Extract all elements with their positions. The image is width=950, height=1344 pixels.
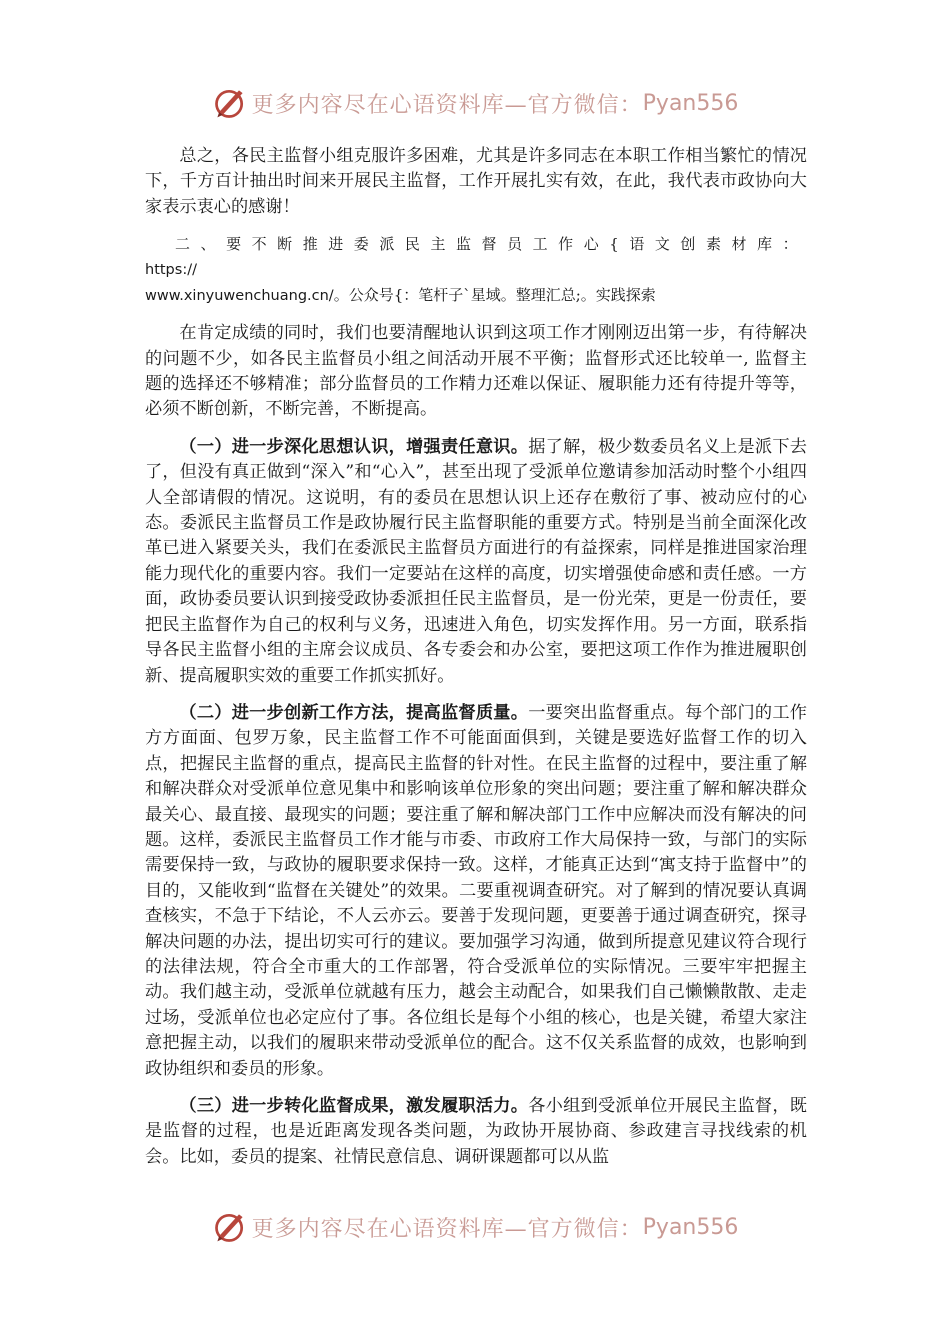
section-2-title: （二）进一步创新工作方法，提高监督质量。 (179, 702, 529, 723)
paragraph-problems: 在肯定成绩的同时，我们也要清醒地认识到这项工作才刚刚迈出第一步，有待解决的问题不少，如各民主监督员小组之间活动开展不平衡；监督形式还比较单一, 监督主题的选择还不够精准；部分监督员的工作精力还难以保证、履职能力还有待提升等等，必须不断创新，不断完善，不断提高。 (145, 323, 807, 420)
footer-watermark (0, 1207, 950, 1247)
heading-2-suffix: 。公众号{：笔杆子`星域。整理汇总;。实践探索 (333, 286, 656, 305)
pen-logo-icon (212, 1209, 248, 1245)
paragraph-section-2 (145, 701, 807, 1082)
section-2-body: 一要突出监督重点。每个部门的工作方方面面、包罗万象，民主监督工作不可能面面俱到，关键是要选好监督工作的切入点，把握民主监督的重点，提高民主监督的针对性。在民主监督的过程中，要注重了解和解决群众对受派单位意见集中和影响该单位形象的突出问题；要注重了解和解决群众最关心、最直接、最现实的问题；要注重了解和解决部门工作中应解决而没有解决的问题。这样，委派民主监督员工作才能与市委、市政府工作大局保持一致，与部门的实际需要保持一致，与政协的履职要求保持一致。这样，才能真正达到“寓支持于监督中”的目的，又能收到“监督在关键处”的效果。二要重视调查研究。对了解到的情况要认真调查核实，不急于下结论，不人云亦云。要善于发现问题，更要善于通过调查研究，探寻解决问题的办法，提出切实可行的建议。要加强学习沟通，做到所提意见建议符合现行的法律法规，符合全市重大的工作部署，符合受派单位的实际情况。三要牢牢把握主动。我们越主动，受派单位就越有压力，越会主动配合，如果我们自己懒懒散散、走走过场，受派单位也必定应付了事。各位组长是每个小组的核心，也是关键，希望大家注意把握主动，以我们的履职来带动受派单位的配合。这不仅关系监督的成效，也影响到政协组织和委员的形象。 (145, 702, 807, 1079)
watermark-wechat-id: Pyan556 (642, 90, 739, 116)
section-heading-2 (145, 232, 807, 309)
document-body (145, 144, 807, 1170)
pen-logo-icon (212, 85, 248, 121)
heading-2-url-part2: www.xinyuwenchuang.cn/ (145, 288, 334, 305)
paragraph-section-3 (145, 1094, 807, 1170)
heading-2-url-part1: https:// (145, 262, 197, 279)
section-1-title: （一）进一步深化思想认识，增强责任意识。 (179, 436, 529, 457)
watermark-text: 更多内容尽在心语资料库—官方微信： (251, 1216, 643, 1242)
section-3-body: 各小组到受派单位开展民主监督，既是监督的过程，也是近距离发现各类问题，为政协开展协商、参政建言寻找线索的机会。比如，委员的提案、社情民意信息、调研课题都可以从监 (145, 1096, 807, 1167)
section-3-title: （三）进一步转化监督成果，激发履职活力。 (179, 1096, 529, 1116)
header-watermark (0, 83, 950, 123)
paragraph-section-1 (145, 435, 807, 689)
paragraph-summary: 总之，各民主监督小组克服许多困难，尤其是许多同志在本职工作相当繁忙的情况下，千方百计抽出时间来开展民主监督，工作开展扎实有效，在此，我代表市政协向大家表示衷心的感谢！ (145, 146, 807, 217)
section-1-body: 据了解，极少数委员名义上是派下去了，但没有真正做到“深入”和“心入”，甚至出现了受派单位邀请参加活动时整个小组四人全部请假的情况。这说明，有的委员在思想认识上还存在敷衍了事、被动应付的心态。委派民主监督员工作是政协履行民主监督职能的重要方式。特别是当前全面深化改革已进入紧要关头，我们在委派民主监督员方面进行的有益探索，同样是推进国家治理能力现代化的重要内容。我们一定要站在这样的高度，切实增强使命感和责任感。一方面，政协委员要认识到接受政协委派担任民主监督员，是一份光荣，更是一份责任，要把民主监督作为自己的权利与义务，迅速进入角色，切实发挥作用。另一方面，联系指导各民主监督小组的主席会议成员、各专委会和办公室，要把这项工作作为推进履职创新、提高履职实效的重要工作抓实抓好。 (145, 436, 807, 686)
watermark-text: 更多内容尽在心语资料库—官方微信： (251, 92, 643, 118)
watermark-wechat-id: Pyan556 (642, 1214, 739, 1240)
heading-2-text: 二、要不断推进委派民主监督员工作心{语文创素材库： (175, 235, 807, 254)
